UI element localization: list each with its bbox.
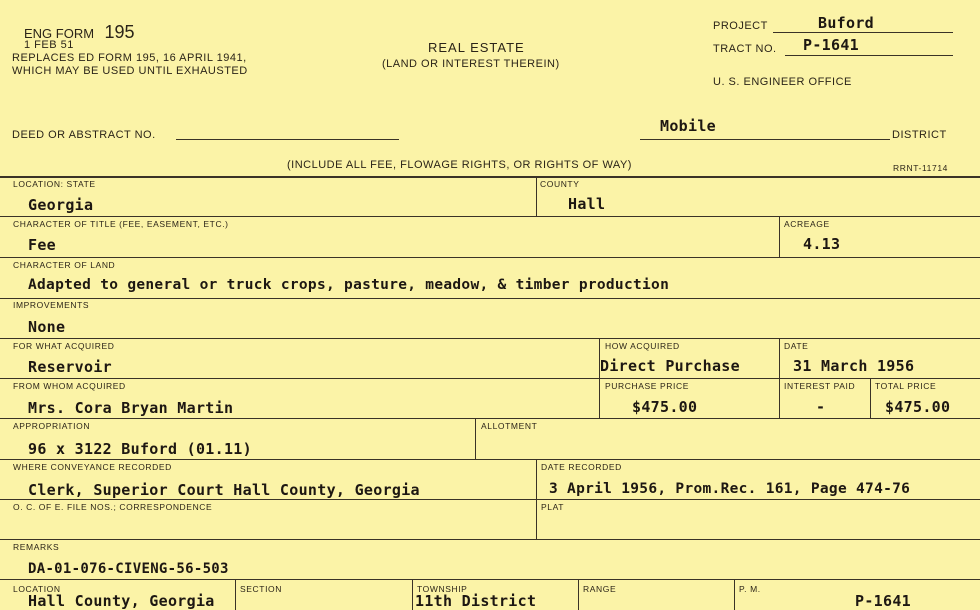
row-line-8 [0, 459, 980, 460]
row-line-1 [0, 176, 980, 178]
township-value: 11th District [415, 592, 537, 610]
purchase-label: PURCHASE PRICE [605, 381, 689, 391]
project-underline [773, 32, 953, 33]
how-label: HOW ACQUIRED [605, 341, 680, 351]
col-pm-divider [734, 579, 735, 610]
acreage-label: ACREAGE [784, 219, 830, 229]
location-value: Hall County, Georgia [28, 592, 215, 610]
engineer-office: U. S. ENGINEER OFFICE [713, 76, 852, 88]
district-label: DISTRICT [892, 129, 947, 141]
col-how-divider [599, 338, 600, 418]
deed-label: DEED OR ABSTRACT NO. [12, 129, 156, 141]
tract-value: P-1641 [803, 36, 859, 54]
improvements-label: IMPROVEMENTS [13, 300, 90, 310]
interest-value: - [816, 398, 826, 416]
section-label: SECTION [240, 584, 282, 594]
how-value: Direct Purchase [600, 357, 740, 375]
col-recorded-divider [536, 459, 537, 539]
remarks-value: DA-01-076-CIVENG-56-503 [28, 561, 229, 577]
township-label: TOWNSHIP [417, 584, 468, 594]
total-label: TOTAL PRICE [875, 381, 937, 391]
appropriation-value: 96 x 3122 Buford (01.11) [28, 440, 252, 458]
from-label: FROM WHOM ACQUIRED [13, 381, 126, 391]
row-line-5 [0, 338, 980, 339]
row-line-3 [0, 257, 980, 258]
replaces-line-2: WHICH MAY BE USED UNTIL EXHAUSTED [12, 65, 248, 77]
form-title: REAL ESTATE [428, 40, 525, 55]
row-line-2 [0, 216, 980, 217]
district-underline [640, 139, 890, 140]
col-total-divider [870, 378, 871, 418]
replaces-line-1: REPLACES ED FORM 195, 16 APRIL 1941, [12, 52, 247, 64]
pm-value: P-1641 [855, 592, 911, 610]
land-char-value: Adapted to general or truck crops, pasture, meadow, & timber production [28, 277, 670, 293]
row-line-7 [0, 418, 980, 419]
col-allotment-divider [475, 418, 476, 459]
purchase-value: $475.00 [632, 398, 698, 416]
deed-underline [176, 139, 399, 140]
county-label: COUNTY [540, 179, 580, 189]
form-date: 1 FEB 51 [24, 39, 74, 51]
range-label: RANGE [583, 584, 617, 594]
plat-label: PLAT [541, 502, 565, 512]
project-value: Buford [818, 14, 874, 32]
conveyance-label: WHERE CONVEYANCE RECORDED [13, 462, 172, 472]
recorded-label: DATE RECORDED [541, 462, 622, 472]
date-value: 31 March 1956 [793, 357, 915, 375]
form-prefix: ENG FORM [24, 26, 95, 41]
tract-label: TRACT NO. [713, 43, 777, 55]
acreage-value: 4.13 [803, 235, 841, 253]
from-value: Mrs. Cora Bryan Martin [28, 399, 234, 417]
allotment-label: ALLOTMENT [481, 421, 538, 431]
purpose-value: Reservoir [28, 358, 112, 376]
col-range-divider [578, 579, 579, 610]
title-char-label: CHARACTER OF TITLE (FEE, EASEMENT, ETC.) [13, 219, 229, 229]
col-township-divider [412, 579, 413, 610]
col-county-divider [536, 176, 537, 216]
tract-underline [785, 55, 953, 56]
row-line-4 [0, 298, 980, 299]
row-line-11 [0, 579, 980, 580]
form-code: RRNT-11714 [893, 163, 948, 173]
col-acreage-divider [779, 216, 780, 257]
district-value: Mobile [660, 117, 716, 135]
form-subtitle: (LAND OR INTEREST THEREIN) [382, 58, 560, 70]
appropriation-label: APPROPRIATION [13, 421, 91, 431]
oc-label: O. C. OF E. FILE NOS.; CORRESPONDENCE [13, 502, 213, 512]
row-line-6 [0, 378, 980, 379]
state-label: LOCATION: STATE [13, 179, 96, 189]
interest-label: INTEREST PAID [784, 381, 856, 391]
remarks-label: REMARKS [13, 542, 60, 552]
recorded-value: 3 April 1956, Prom.Rec. 161, Page 474-76 [549, 481, 911, 497]
project-label: PROJECT [713, 20, 768, 32]
purpose-label: FOR WHAT ACQUIRED [13, 341, 115, 351]
land-char-label: CHARACTER OF LAND [13, 260, 116, 270]
location-label: LOCATION [13, 584, 61, 594]
col-section-divider [235, 579, 236, 610]
row-line-9 [0, 499, 980, 500]
conveyance-value: Clerk, Superior Court Hall County, Georgia [28, 481, 420, 499]
title-char-value: Fee [28, 236, 56, 254]
improvements-value: None [28, 318, 66, 336]
include-note: (INCLUDE ALL FEE, FLOWAGE RIGHTS, OR RIGHTS OF WAY) [287, 159, 632, 171]
col-date-divider [779, 338, 780, 418]
date-label: DATE [784, 341, 809, 351]
county-value: Hall [568, 195, 606, 213]
form-number: 195 [104, 22, 135, 42]
state-value: Georgia [28, 196, 94, 214]
total-value: $475.00 [885, 398, 951, 416]
row-line-10 [0, 539, 980, 540]
pm-label: P. M. [739, 584, 761, 594]
